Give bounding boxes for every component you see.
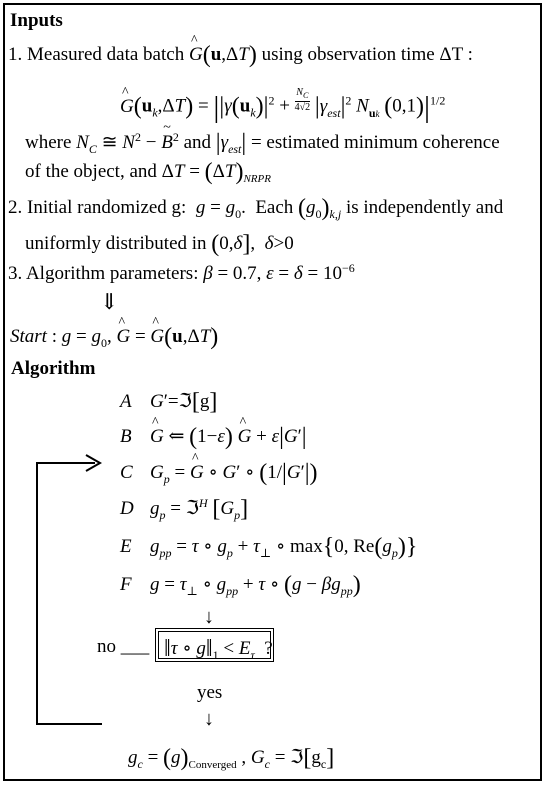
measured-data-equation: ^ $G(u_k,\Delta T) = ||\gamma(u_k)|^2 + \frac{N_C}{4√2} |\gamma_{est}|^2$ $N_{uk}$ $(0,1)|^{1/2}$ [120, 88, 445, 123]
down-arrow-icon-2: ↓ [204, 708, 214, 730]
where-line: where $N_C$ ≅ $N^2$ − ~ $B^2$ and $|\gamma_{est}|$ = estimated minimum coherence [25, 131, 500, 155]
result-line: $g_c = (g)_{Converged}$ , $G_c$ = $ℑ[g_c]$ [128, 745, 335, 771]
input-item-1: 1. Measured data batch ^ G(u,ΔT) using observation time ΔT : [8, 43, 473, 67]
step-c-label: C [120, 462, 133, 483]
yes-label: yes [197, 682, 223, 703]
step-d-label: D [120, 498, 134, 519]
step-c-expr: $G_p$ = ^ G ∘ G′ ∘ (1/|G′|) [150, 461, 318, 485]
input-item-2-line-2: uniformly distributed in (0,δ], δ>0 [25, 231, 294, 257]
step-e-expr: $g_{pp} = \tau$ ∘ $g_p + \tau_\perp$ ∘ max{0, $Re(g_p)$} [150, 534, 418, 560]
no-text: no [97, 636, 116, 657]
convergence-condition: ‖τ ∘ $g‖_1 < E_\tau$ ? [164, 636, 273, 662]
step-e-label: E [120, 536, 132, 557]
where-line-2: of the object, and $\Delta T = (\Delta T)_{NRPR}$ [25, 159, 271, 185]
down-arrow-icon: ↓ [204, 606, 214, 628]
start-line: Start : $g = g_0$, ^ G = ^ G(u,ΔT) [10, 325, 218, 349]
input-item-2: 2. Initial randomized g: $g = g_0$. Each $(g_0)_{k,j}$ is independently and [8, 195, 504, 221]
step-a-label: A [120, 391, 132, 412]
step-b-expr: ^ G ⇐ (1−ε) ^ G + ε|G′| [150, 425, 307, 449]
no-blank: ___ [120, 636, 150, 657]
algorithm-heading: Algorithm [11, 358, 96, 379]
double-down-arrow-icon: ⇓ [100, 289, 119, 314]
step-a-expr: G′=ℑ[g] [150, 389, 218, 415]
step-f-label: F [120, 574, 132, 595]
item1-suffix: using observation time ΔT : [261, 44, 473, 65]
input-item-3: 3. Algorithm parameters: β = 0.7, $\varepsilon = \delta = 10^{-6}$ [8, 261, 355, 284]
item1-text: 1. Measured data batch [8, 44, 185, 65]
step-b-label: B [120, 426, 132, 447]
step-f-expr: $g = \tau_\perp$ ∘ $g_{pp} + \tau$ ∘ $(g - \beta g_{pp})$ [150, 572, 361, 598]
inputs-heading: Inputs [10, 10, 63, 31]
step-d-expr: $g_p$ = ℑ$^H$ $[G_p]$ [150, 496, 249, 522]
